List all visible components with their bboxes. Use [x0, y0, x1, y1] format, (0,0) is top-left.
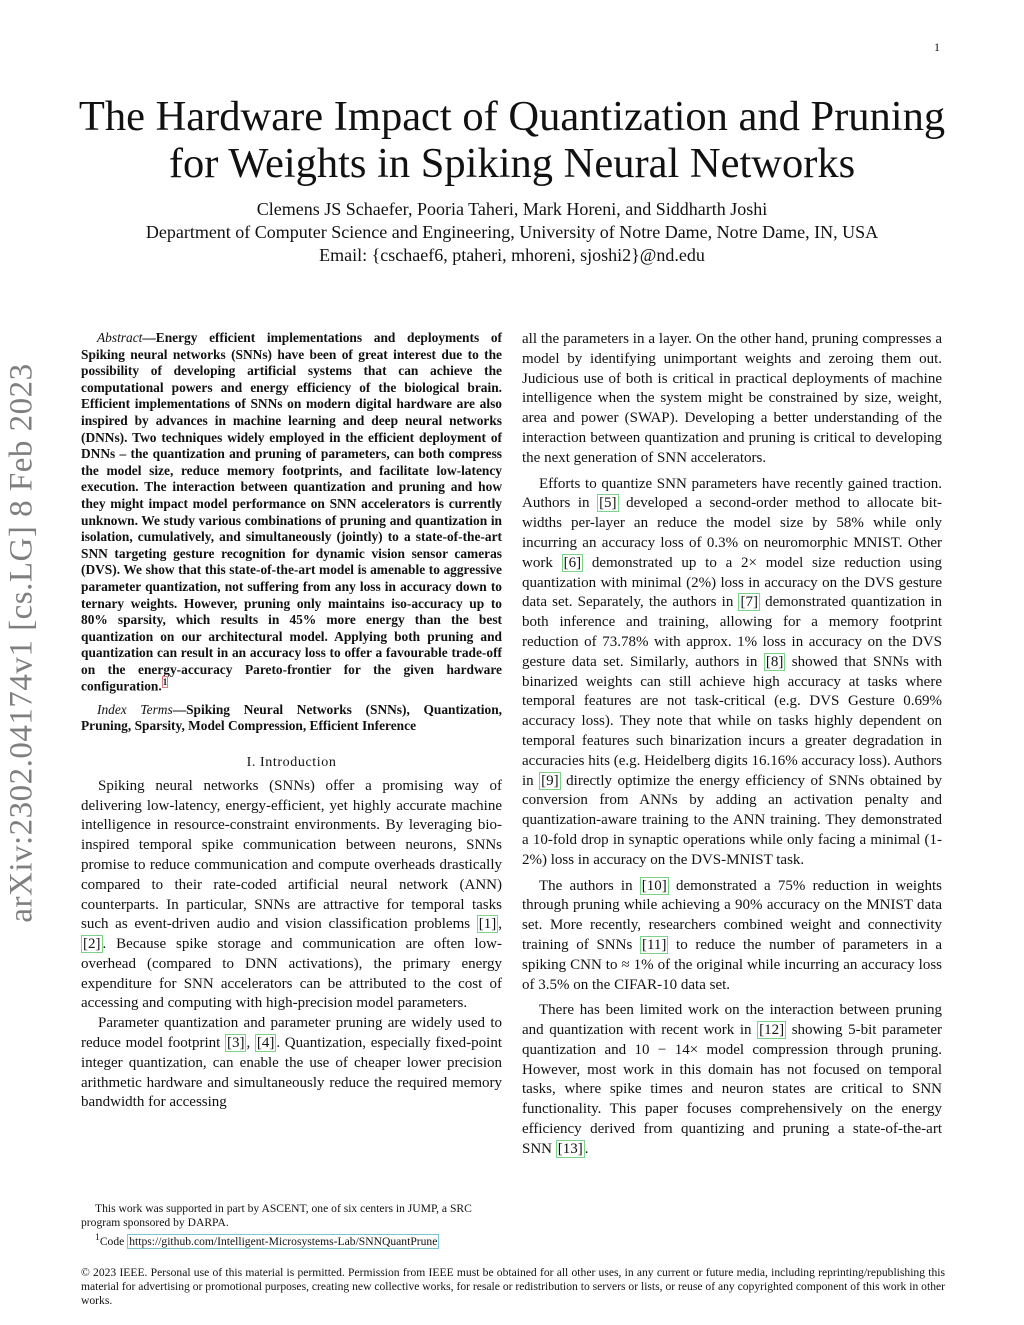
title-line-1: The Hardware Impact of Quantization and Pruning	[78, 93, 946, 140]
citation-link[interactable]: [13]	[557, 1140, 583, 1157]
citation-link[interactable]: [10]	[641, 877, 667, 894]
text-run: . Quantization, especially fixed-point integer quantization, can enable the use of cheaper lower precision arithmetic hardware and simultaneously reduce the required memory bandwidth for accessing	[81, 1035, 502, 1111]
citation-link[interactable]: [5]	[599, 495, 617, 512]
right-paragraph-1: all the parameters in a layer. On the other hand, pruning compresses a model by identifying unimportant weights and zeroing them out. Judicious use of both is critical in practical deployments of machine intelligence when the system might be constrained by size, weight, area and power (SWAP). Developing a better understanding of the interaction between quantization and pruning is critical to developing the next generation of SNN accelerators.	[522, 331, 942, 466]
title-line-2: for Weights in Spiking Neural Networks	[168, 140, 856, 187]
text-run: ,	[498, 916, 502, 933]
right-paragraph-3	[522, 877, 942, 996]
text-run: Efforts to quantize SNN parameters have recently gained traction. Authors in	[522, 475, 942, 512]
text-run: . Because spike storage and communication are often low-overhead (compared to DNN activations), the primary energy expenditure for SNN accelerators can be attributed to the cost of accessing and computing with high-precision model parameters.	[81, 936, 502, 1012]
text-run: directly optimize the energy efficiency of SNNs obtained by conversion from ANNs by adding an activation penalty and quantization-aware training to the ANN training. They demonstrated a 10-fold drop in synaptic operations while only facing a minimal (1-2%) loss in accuracy on the DVS-MNIST task.	[522, 772, 942, 868]
arxiv-sidebar	[0, 0, 44, 1325]
text-run: .	[584, 1140, 589, 1157]
left-column	[81, 330, 502, 1113]
text-run: There has been limited work on the interaction between pruning and quantization with recent work in	[522, 1002, 942, 1039]
text-run: The authors in	[539, 877, 640, 894]
text-run: to reduce the number of parameters in a spiking CNN to ≈ 1% of the original while incurring an accuracy loss of 3.5% on the CIFAR-10 data set.	[522, 936, 942, 993]
footnote-code	[81, 1231, 502, 1249]
text-run: demonstrated quantization in both inference and training, allowing for a memory footprint reduction of 73.78% with approx. 1% loss in accuracy on the DVS gesture data set. Similarly, authors in	[522, 594, 943, 670]
citation-link[interactable]: [11]	[641, 936, 667, 953]
text-run: showing 5-bit parameter quantization and 10 − 14× model compression through pruning. However, most work in this domain has not focused on temporal tasks, where spike times and neuron states are critical to SNN functionality. This paper focuses comprehensively on the energy efficiency derived from quantizing and pruning a state-of-the-art SNN	[522, 1022, 943, 1157]
citation-link[interactable]: [4]	[256, 1035, 275, 1052]
index-terms	[81, 702, 502, 735]
text-run: Spiking neural networks (SNNs) offer a promising way of delivering low-latency, energy-efficient, yet highly accurate machine intelligence in resource-constraint environments. By leveraging bio-inspired temporal spike communication between neurons, SNNs promise to reduce communication and compute overheads drastically compared to their rate-coded artificial neural network (ANN) counterparts. In particular, SNNs are attractive for temporal tasks such as event-driven audio and vision classification problems	[81, 777, 502, 933]
text-run: showed that SNNs with binarized weights can still achieve high accuracy at tasks where temporal features are not task-critical (e.g. DVS Gesture 0.69% accuracy loss). They note that while on tasks highly dependent on temporal features such binarization incurs a greater degradation in accuracies hits (e.g. Heidelberg digits 16.16% accuracy loss). Authors in	[522, 653, 942, 789]
index-terms-label: Index Terms	[97, 701, 173, 717]
authors: Clemens JS Schaefer, Pooria Taheri, Mark Horeni, and Siddharth Joshi	[256, 199, 768, 219]
arxiv-id: arXiv:2302.04174v1 [cs.LG] 8 Feb 2023	[3, 363, 40, 923]
citation-link[interactable]: [8]	[765, 653, 784, 670]
abstract	[81, 330, 502, 696]
right-paragraph-4	[522, 1001, 942, 1159]
code-url-link[interactable]: https://github.com/Intelligent-Microsystems-Lab/SNNQuantPrune	[129, 1234, 438, 1248]
footnote-link[interactable]: 1	[162, 677, 168, 688]
text-run: developed a second-order method to allocate bit-widths per-layer an reduce the model size by 58% while only incurring an accuracy loss of 0.3% on neuromorphic MNIST. Other work	[522, 495, 942, 571]
intro-paragraph-1	[81, 777, 502, 1015]
copyright-notice: © 2023 IEEE. Personal use of this material is permitted. Permission from IEEE must be obtained for all other uses, in any current or future media, including reprinting/republishing this material for advertising or promotional purposes, creating new collective works, for resale or redistribution to servers or lists, or reuse of any copyrighted component of this work in other works.	[81, 1266, 945, 1307]
footnote-code-label: Code	[99, 1234, 128, 1248]
page-number: 1	[934, 40, 940, 54]
footnote-mark: 1	[95, 1231, 100, 1243]
citation-link[interactable]: [2]	[83, 936, 101, 953]
text-run: Parameter quantization and parameter pruning are widely used to reduce model footprint	[81, 1015, 502, 1052]
abstract-text: —Energy efficient implementations and deployments of Spiking neural networks (SNNs) have been of great interest due to the possibility of developing artificial systems that can achieve the computational powers and energy efficiency of the biological brain. Efficient implementations of SNNs on modern digital hardware are also inspired by advances in machine learning and deep neural networks (DNNs). Two techniques widely employed in the efficient deployment of DNNs – the quantization and pruning of parameters, can both compress the model size, reduce memory footprints, and facilitate low-latency execution. The interaction between quantization and pruning and how they might impact model performance on SNN accelerators is currently unknown. We study various combinations of pruning and quantization in isolation, cumulatively, and simultaneously (jointly) to a state-of-the-art SNN targeting gesture recognition for dynamic vision sensor cameras (DVS). We show that this state-of-the-art model is amenable to aggressive parameter quantization, not suffering from any loss in accuracy down to ternary weights. However, pruning only maintains iso-accuracy up to 80% sparsity, which results in 45% more energy than the best quantization on our architectural model. Applying both pruning and quantization can result in an accuracy loss to offer a favourable trade-off on the energy-accuracy Pareto-frontier for the given hardware configuration.	[81, 330, 502, 694]
author-block	[60, 198, 964, 267]
affiliation: Department of Computer Science and Engineering, University of Notre Dame, Notre Dame, IN, USA	[145, 222, 879, 242]
paper-title	[60, 93, 964, 187]
right-paragraph-2	[522, 475, 942, 871]
footnotes	[81, 1202, 502, 1249]
index-terms-text: —Spiking Neural Networks (SNNs), Quantization, Pruning, Sparsity, Model Compression, Efficient Inference	[81, 701, 502, 734]
text-run: demonstrated up to a 2× model size reduction using quantization with minimal (2%) loss in accuracy on the DVS gesture data set. Separately, the authors in	[522, 554, 942, 611]
right-column	[522, 330, 942, 1166]
text-run: demonstrated a 75% reduction in weights through pruning while achieving a 90% accuracy on the MNIST data set. More recently, researchers combined weight and connectivity training of SNNs	[522, 877, 942, 953]
text-run: ,	[246, 1035, 255, 1052]
citation-link[interactable]: [1]	[478, 916, 497, 933]
footnote-support: This work was supported in part by ASCENT, one of six centers in JUMP, a SRC program sponsored by DARPA.	[81, 1202, 472, 1230]
intro-paragraph-2	[81, 1014, 502, 1113]
abstract-label: Abstract	[97, 330, 143, 345]
citation-link[interactable]: [6]	[563, 554, 582, 571]
citation-link[interactable]: [7]	[740, 594, 758, 611]
citation-link[interactable]: [12]	[759, 1022, 785, 1039]
section-heading: I. Introduction	[246, 754, 337, 770]
citation-link[interactable]: [3]	[226, 1035, 245, 1052]
email: Email: {cschaef6, ptaheri, mhoreni, sjoshi2}@nd.edu	[319, 245, 705, 265]
citation-link[interactable]: [9]	[541, 772, 559, 789]
